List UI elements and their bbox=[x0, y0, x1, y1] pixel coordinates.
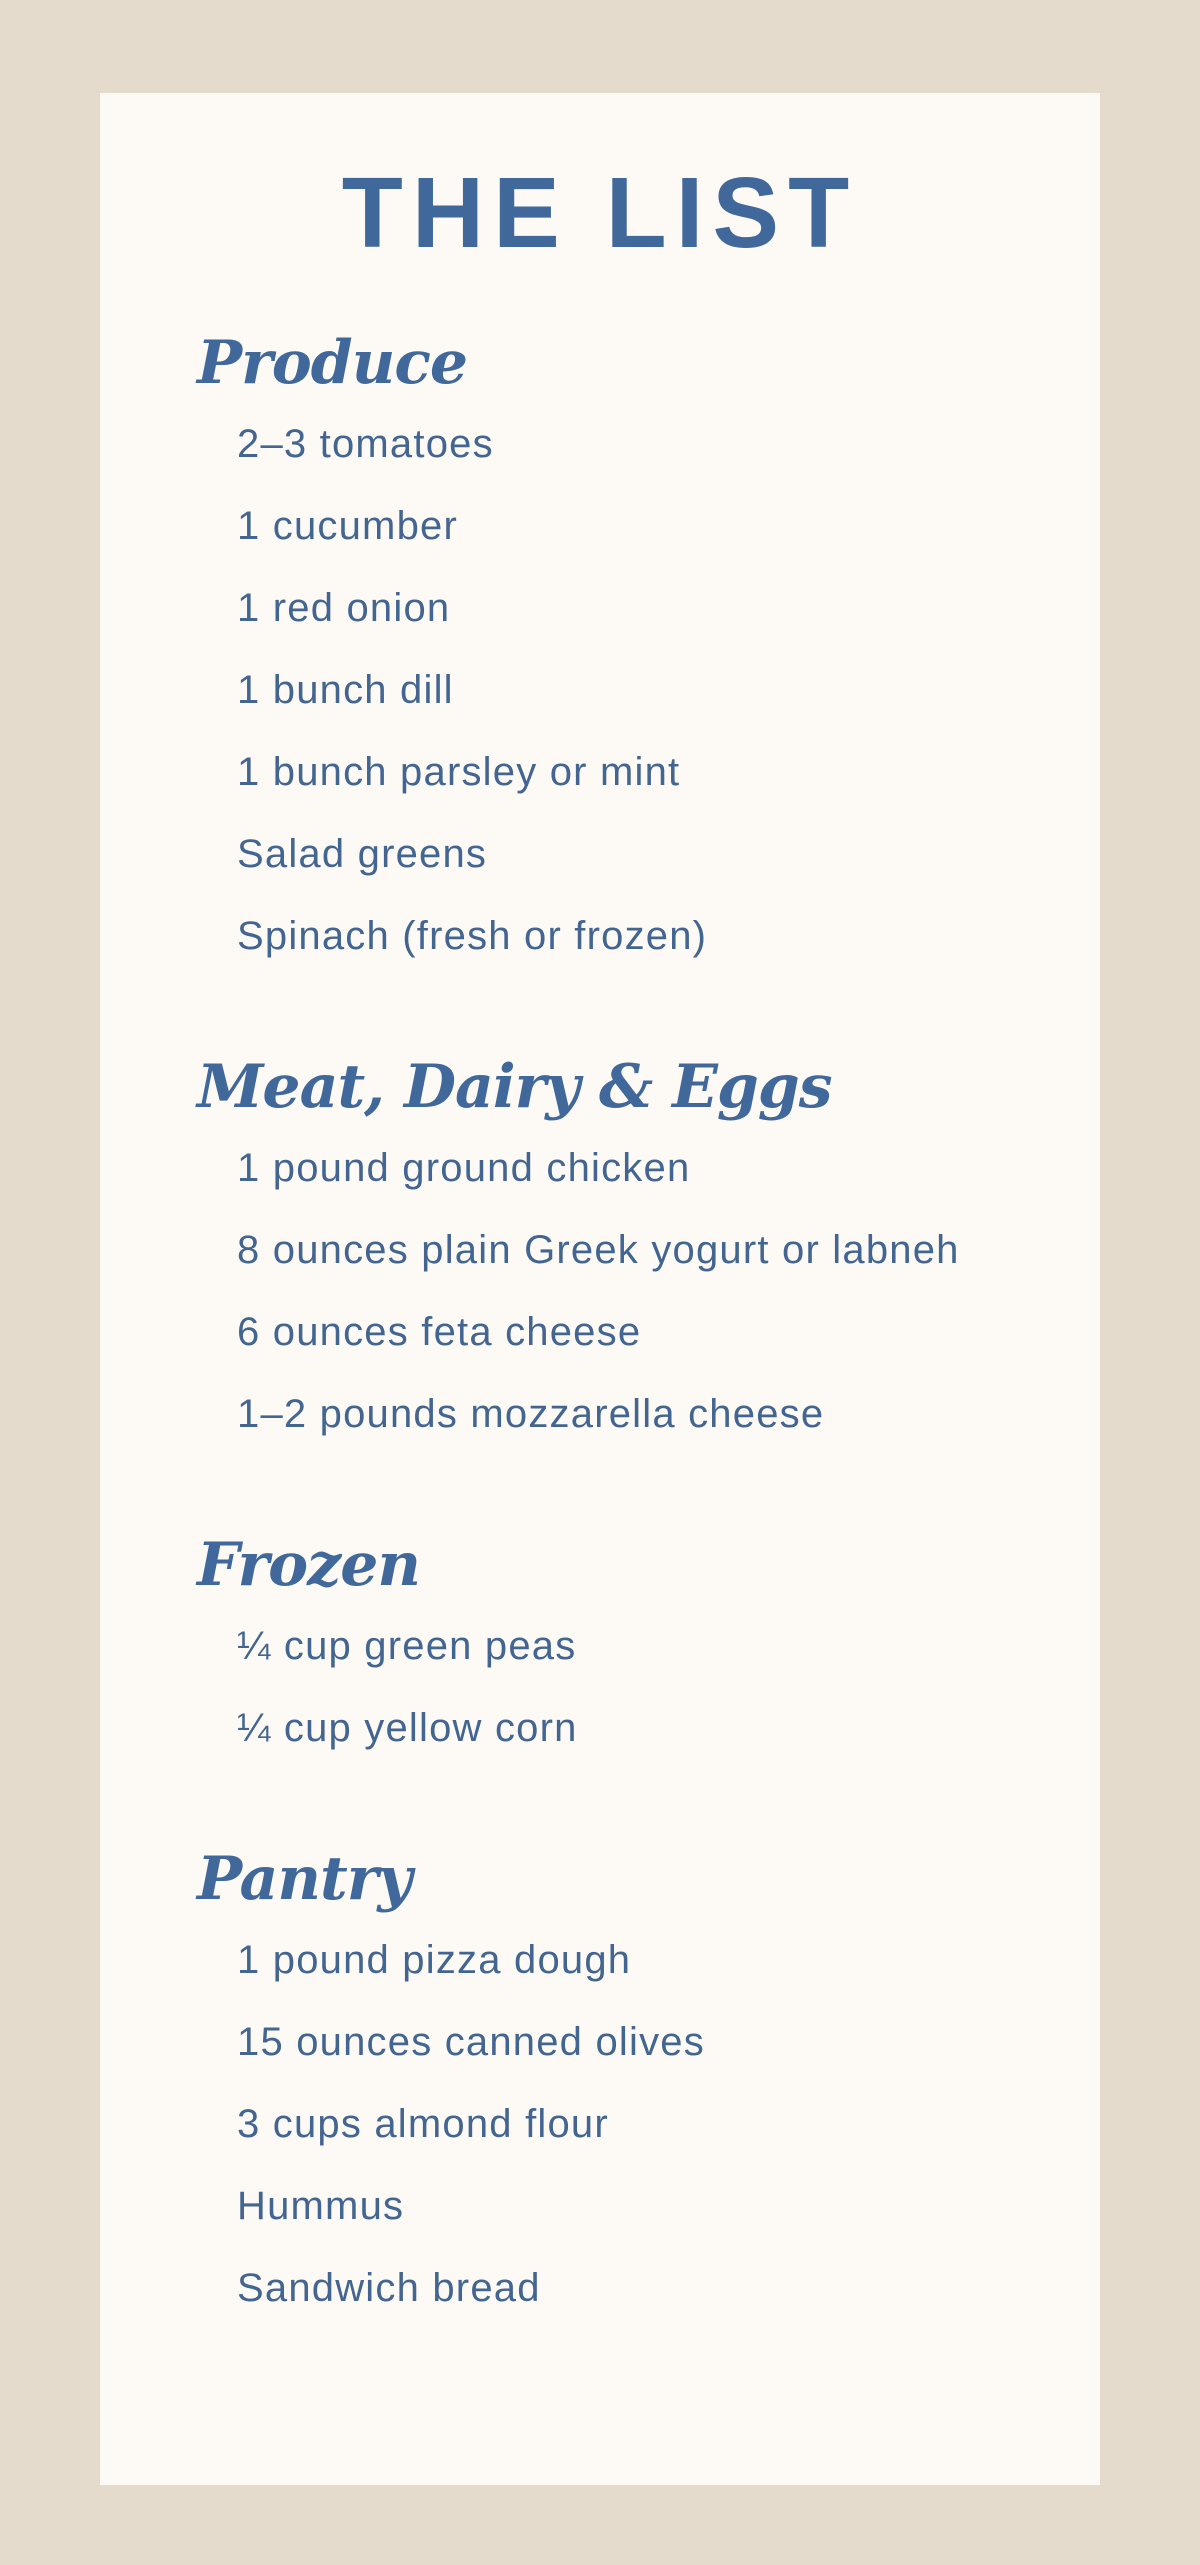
list-item: Sandwich bread bbox=[237, 2266, 541, 2310]
list-item: 1 bunch dill bbox=[237, 668, 454, 712]
list-item: 3 cups almond flour bbox=[237, 2102, 609, 2146]
list-item: 1 pound ground chicken bbox=[237, 1146, 691, 1190]
item-list bbox=[197, 1919, 1100, 2329]
section-heading: Frozen bbox=[197, 1530, 421, 1600]
section-meat-dairy-eggs bbox=[197, 1047, 1100, 1455]
list-item: 1 cucumber bbox=[237, 504, 458, 548]
list-item: 15 ounces canned olives bbox=[237, 2020, 705, 2064]
list-item: ¼ cup green peas bbox=[237, 1624, 577, 1668]
item-list bbox=[197, 403, 1100, 977]
list-item: Hummus bbox=[237, 2184, 405, 2228]
list-item: ¼ cup yellow corn bbox=[237, 1706, 578, 1750]
list-item: 1 bunch parsley or mint bbox=[237, 750, 681, 794]
section-heading: Produce bbox=[197, 328, 468, 398]
list-item: 8 ounces plain Greek yogurt or labneh bbox=[237, 1228, 960, 1272]
page-title: THE LIST bbox=[341, 157, 859, 269]
item-list bbox=[197, 1605, 1100, 1769]
section-heading: Meat, Dairy & Eggs bbox=[197, 1052, 832, 1122]
list-item: Spinach (fresh or frozen) bbox=[237, 914, 708, 958]
list-item: 6 ounces feta cheese bbox=[237, 1310, 642, 1354]
section-heading: Pantry bbox=[197, 1844, 412, 1914]
list-item: 1–2 pounds mozzarella cheese bbox=[237, 1392, 825, 1436]
section-produce bbox=[197, 323, 1100, 977]
list-item: 2–3 tomatoes bbox=[237, 422, 494, 466]
section-pantry bbox=[197, 1839, 1100, 2329]
section-frozen bbox=[197, 1525, 1100, 1769]
list-item: 1 pound pizza dough bbox=[237, 1938, 632, 1982]
list-item: Salad greens bbox=[237, 832, 488, 876]
item-list bbox=[197, 1127, 1100, 1455]
shopping-list-card bbox=[100, 93, 1100, 2485]
list-item: 1 red onion bbox=[237, 586, 451, 630]
